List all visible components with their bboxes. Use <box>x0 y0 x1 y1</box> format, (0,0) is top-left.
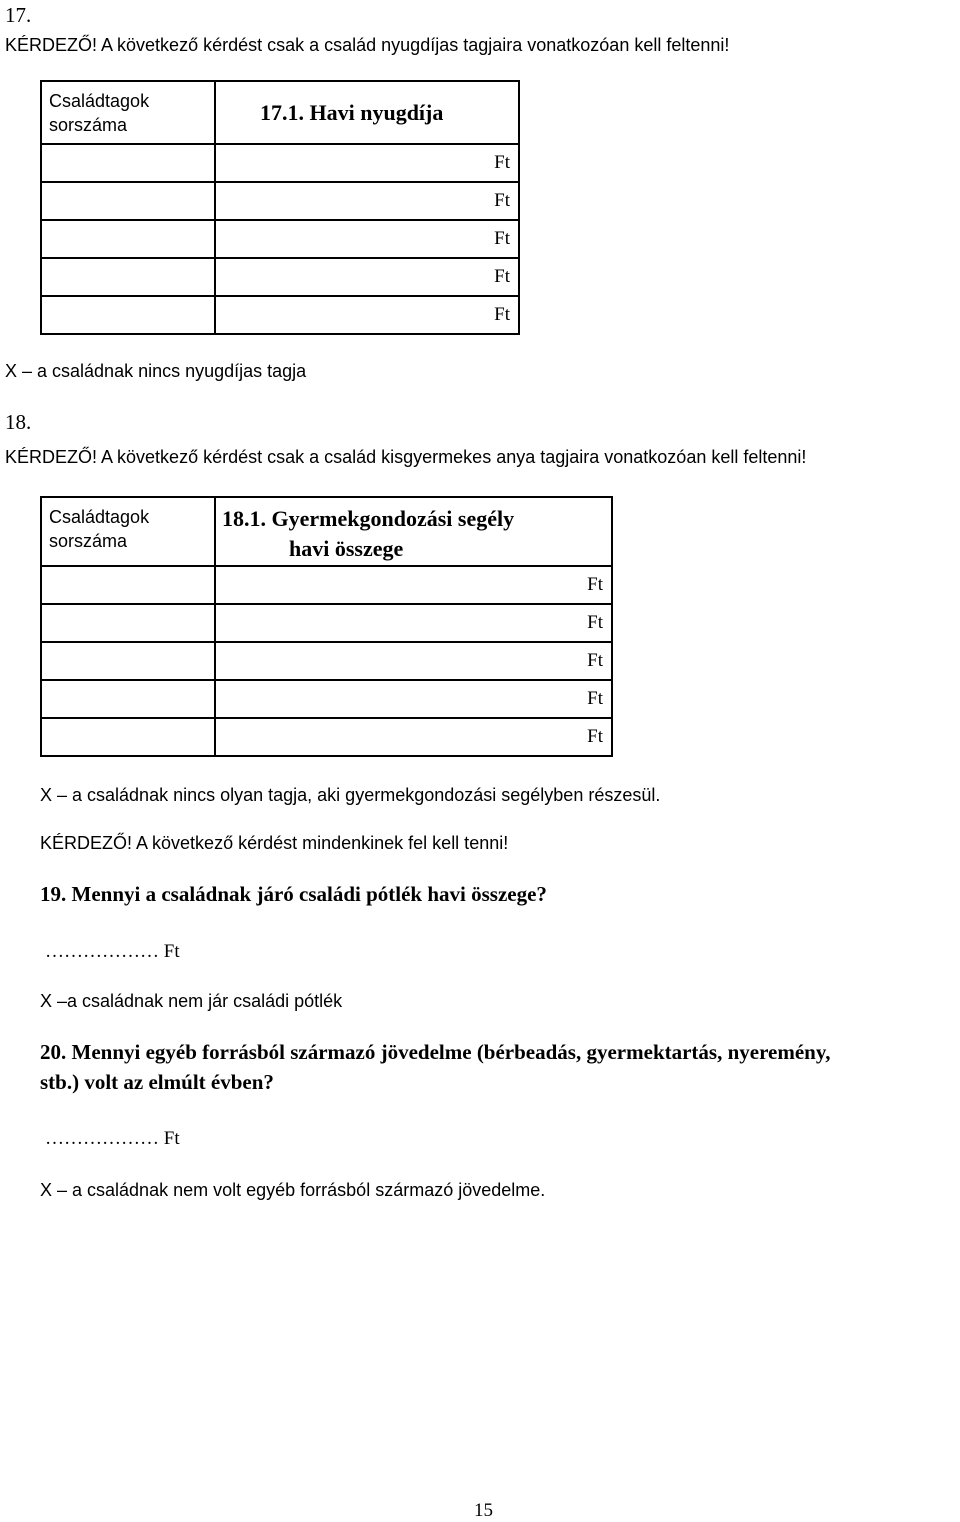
q20-question-line-1: 20. Mennyi egyéb forrásból származó jövedelme (bérbeadás, gyermektartás, nyeremény, <box>40 1040 831 1064</box>
table-row <box>41 604 612 642</box>
table-row <box>41 220 519 258</box>
allowance-amount-cell[interactable]: Ft <box>215 604 612 642</box>
member-number-cell[interactable] <box>41 220 215 258</box>
header-line: sorszáma <box>49 531 128 551</box>
table-row <box>41 296 519 334</box>
q20-no-other-income-option[interactable]: X – a családnak nem volt egyéb forrásból származó jövedelme. <box>40 1180 546 1200</box>
family-member-number-header <box>41 81 215 144</box>
q17-no-pensioner-option[interactable]: X – a családnak nincs nyugdíjas tagja <box>5 361 307 381</box>
table-row <box>41 182 519 220</box>
allowance-amount-cell[interactable]: Ft <box>215 642 612 680</box>
header-line: havi összege <box>289 536 404 561</box>
q18-childcare-table <box>40 496 613 757</box>
pension-amount-cell[interactable]: Ft <box>215 258 519 296</box>
allowance-amount-cell[interactable]: Ft <box>215 566 612 604</box>
member-number-cell[interactable] <box>41 604 215 642</box>
q18-no-childcare-option[interactable]: X – a családnak nincs olyan tagja, aki gyermekgondozási segélyben részesül. <box>40 785 661 805</box>
table-header-row <box>41 81 519 144</box>
table-row <box>41 258 519 296</box>
page-number: 15 <box>474 1500 493 1521</box>
header-line: 18.1. Gyermekgondozási segély <box>222 506 515 531</box>
q17-interviewer-note: KÉRDEZŐ! A következő kérdést csak a család nyugdíjas tagjaira vonatkozóan kell feltenni! <box>5 35 730 55</box>
table-row <box>41 718 612 756</box>
member-number-cell[interactable] <box>41 182 215 220</box>
member-number-cell[interactable] <box>41 680 215 718</box>
table-header-row <box>41 497 612 566</box>
q18-interviewer-note: KÉRDEZŐ! A következő kérdést csak a család kisgyermekes anya tagjaira vonatkozóan kell feltenni! <box>5 447 807 467</box>
allowance-amount-cell[interactable]: Ft <box>215 680 612 718</box>
header-line: Családtagok <box>49 91 150 111</box>
family-member-number-header <box>41 497 215 566</box>
member-number-cell[interactable] <box>41 296 215 334</box>
q17-pension-table <box>40 80 520 335</box>
q19-amount-field[interactable]: ……………… Ft <box>45 941 180 962</box>
header-line: Családtagok <box>49 507 150 527</box>
childcare-allowance-header <box>215 497 612 566</box>
table-row <box>41 642 612 680</box>
q19-no-allowance-option[interactable]: X –a családnak nem jár családi pótlék <box>40 991 343 1011</box>
q20-amount-field[interactable]: ……………… Ft <box>45 1128 180 1149</box>
q19-question: 19. Mennyi a családnak járó családi pótlék havi összege? <box>40 882 547 906</box>
member-number-cell[interactable] <box>41 144 215 182</box>
pension-amount-cell[interactable]: Ft <box>215 296 519 334</box>
table-row <box>41 144 519 182</box>
allowance-amount-cell[interactable]: Ft <box>215 718 612 756</box>
monthly-pension-header: 17.1. Havi nyugdíja <box>215 81 519 144</box>
table-row <box>41 680 612 718</box>
interviewer-note-all: KÉRDEZŐ! A következő kérdést mindenkinek fel kell tenni! <box>40 833 509 853</box>
member-number-cell[interactable] <box>41 258 215 296</box>
pension-amount-cell[interactable]: Ft <box>215 220 519 258</box>
q17-number: 17. <box>5 3 32 27</box>
member-number-cell[interactable] <box>41 718 215 756</box>
pension-amount-cell[interactable]: Ft <box>215 144 519 182</box>
header-line: sorszáma <box>49 115 128 135</box>
q20-question-line-2: stb.) volt az elmúlt évben? <box>40 1070 274 1094</box>
table-row <box>41 566 612 604</box>
q18-number: 18. <box>5 410 32 434</box>
pension-amount-cell[interactable]: Ft <box>215 182 519 220</box>
member-number-cell[interactable] <box>41 566 215 604</box>
member-number-cell[interactable] <box>41 642 215 680</box>
